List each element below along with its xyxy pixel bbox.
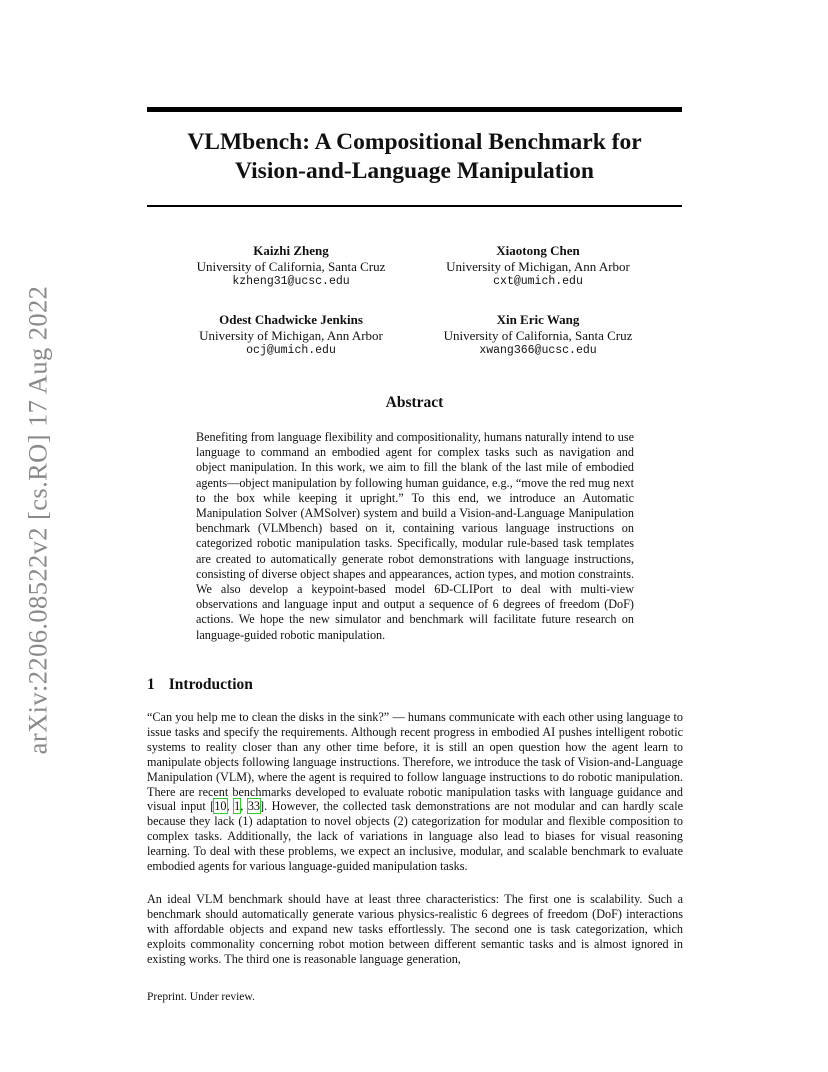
author-block [418, 312, 658, 359]
citation-link[interactable]: 1 [234, 799, 241, 814]
section-number: 1 [147, 676, 155, 693]
author-affiliation: University of Michigan, Ann Arbor [199, 327, 383, 343]
title-line-2: Vision-and-Language Manipulation [235, 158, 594, 184]
intro-p1-text-cont: ]. However, the collected task demonstrations are not modular and can hardly scale because they lack (1) adaptation to novel objects (2) categorization for modular and flexible composition to complex tasks. Additionally, the lack of variations in language also lead to biases for visual reasoning learning. To deal with these problems, we expect an inclusive, modular, and scalable benchmark to evaluate embodied agents for various language-guided manipulation tasks. [147, 799, 684, 874]
citation-link[interactable]: 33 [247, 799, 261, 814]
author-email[interactable]: ocj@umich.edu [246, 344, 336, 357]
intro-paragraph-1: “Can you help me to clean the disks in the sink?” — humans communicate with each other using language to issue tasks and specify the requirements. Although recent progress in embodied AI pushes intelligent robotic systems to reality closer than any other time before, it is still an open question how the agent learn to manipulate objects following language instructions. Therefore, we introduce the task of Vision-and-Language Manipulation (VLM), where the agent is required to follow language instructions to do robotic manipulation. There are recent benchmarks developed to evaluate robotic manipulation tasks with language guidance and visual input [10, 1, 33]. However, the collected task demonstrations are not modular and can hardly scale because they lack (1) adaptation to novel objects (2) categorization for modular and flexible composition to complex tasks. Additionally, the lack of variations in language also lead to biases for visual reasoning learning. To deal with these problems, we expect an inclusive, modular, and scalable benchmark to evaluate embodied agents for various language-guided manipulation tasks. [147, 710, 684, 874]
author-email[interactable]: cxt@umich.edu [493, 275, 583, 288]
author-name: Odest Chadwicke Jenkins [219, 312, 363, 327]
paper-title [147, 128, 682, 186]
title-bottom-rule [147, 205, 682, 207]
intro-p1-text: “Can you help me to clean the disks in the sink?” — humans communicate with each other using language to issue tasks and specify the requirements. Although recent progress in embodied AI pushes intelligent robotic systems to reality closer than any other time before, it is still an open question how the agent learn to manipulate objects following language instructions. Therefore, we introduce the task of Vision-and-Language Manipulation (VLM), where the agent is required to follow language instructions to do robotic manipulation. There are recent benchmarks developed to evaluate robotic manipulation tasks with language guidance and visual input [ [147, 710, 683, 814]
abstract-text: Benefiting from language flexibility and compositionality, humans naturally intend to use language to command an embodied agent for complex tasks such as navigation and object manipulation. In this work, we aim to fill the blank of the last mile of embodied agents—object manipulation by following human guidance, e.g., “move the red mug next to the box while keeping it upright.” To this end, we introduce an Automatic Manipulation Solver (AMSolver) system and build a Vision-and-Language Manipulation benchmark (VLMbench) based on it, containing various language instructions on categorized robotic manipulation tasks. Specifically, modular rule-based task templates are created to automatically generate robot demonstrations with language instructions, consisting of diverse object shapes and appearances, action types, and motion constraints. We also develop a keypoint-based model 6D-CLIPort to deal with multi-view observations and language input and output a sequence of 6 degrees of freedom (DoF) actions. We hope the new simulator and benchmark will facilitate future research on language-guided robotic manipulation. [196, 430, 634, 642]
author-block [171, 243, 411, 290]
title-top-rule [147, 107, 682, 112]
abstract-heading: Abstract [385, 394, 444, 411]
author-affiliation: University of California, Santa Cruz [443, 327, 633, 343]
section-title: Introduction [168, 676, 253, 693]
author-block [418, 243, 658, 290]
author-name: Xin Eric Wang [496, 312, 580, 327]
author-affiliation: University of California, Santa Cruz [196, 258, 386, 274]
page-footer: Preprint. Under review. [147, 991, 255, 1003]
section-heading [147, 676, 253, 694]
author-name: Xiaotong Chen [496, 243, 580, 258]
author-block [171, 312, 411, 359]
author-email[interactable]: kzheng31@ucsc.edu [232, 275, 350, 288]
author-affiliation: University of Michigan, Ann Arbor [446, 258, 630, 274]
author-email[interactable]: xwang366@ucsc.edu [479, 344, 597, 357]
title-line-1: VLMbench: A Compositional Benchmark for [187, 129, 642, 155]
intro-paragraph-2: An ideal VLM benchmark should have at least three characteristics: The first one is scalability. Such a benchmark should automatically generate various physics-realistic 6 degrees of freedom (DoF) interactions with affordable objects and expand new tasks effortlessly. The second one is task categorization, which exploits commonality concerning robot motion between different semantic tasks and is almost ignored in existing works. The third one is reasonable language generation, [147, 892, 683, 966]
arxiv-identifier-stamp: arXiv:2206.08522v2 [cs.RO] 17 Aug 2022 [22, 285, 53, 755]
author-name: Kaizhi Zheng [253, 243, 329, 258]
citation-link[interactable]: 10 [214, 799, 227, 814]
